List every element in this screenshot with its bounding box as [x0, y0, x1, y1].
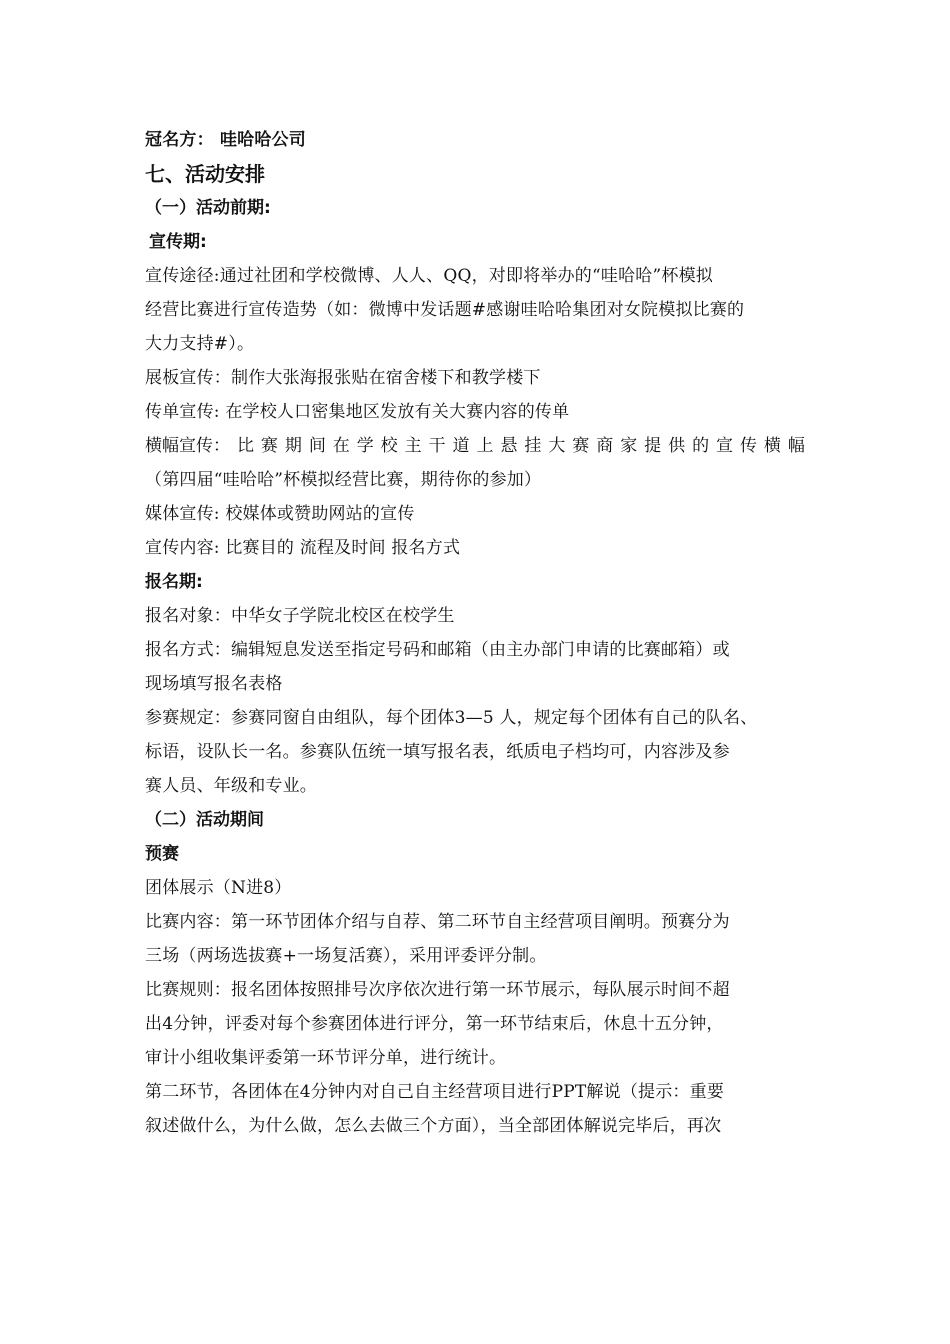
- banner-word: 悬: [500, 436, 518, 456]
- paragraph-line: （第四届“哇哈哈”杯模拟经营比赛，期待你的参加）: [145, 470, 542, 490]
- banner-word: 提: [644, 436, 662, 456]
- banner-word: 的: [692, 436, 710, 456]
- paragraph-line: 标语，设队长一名。参赛队伍统一填写报名表，纸质电子档均可，内容涉及参: [145, 742, 730, 762]
- banner-word: 赛: [260, 436, 278, 456]
- paragraph-line: 报名方式：编辑短息发送至指定号码和邮箱（由主办部门申请的比赛邮箱）或: [145, 640, 730, 660]
- banner-word: 赛: [572, 436, 590, 456]
- paragraph-line: 第二环节，各团体在4分钟内对自己自主经营项目进行PPT解说（提示：重要: [145, 1082, 725, 1102]
- sponsor-value: 哇哈哈公司: [219, 130, 306, 150]
- banner-word: 家: [620, 436, 638, 456]
- paragraph-line: 三场（两场选拔赛+一场复活赛），采用评委评分制。: [145, 946, 547, 966]
- banner-word: 期: [284, 436, 302, 456]
- banner-word: 商: [596, 436, 614, 456]
- banner-publicity-line: [145, 429, 805, 463]
- banner-word: 宣: [716, 436, 734, 456]
- section-heading: 七、活动安排: [145, 162, 265, 186]
- registration-heading: 报名期:: [145, 572, 203, 592]
- banner-word: 挂: [524, 436, 542, 456]
- paragraph-line: 媒体宣传: 校媒体或赞助网站的宣传: [145, 504, 415, 524]
- document-page: [145, 123, 810, 1143]
- publicity-lines: [145, 259, 810, 429]
- paragraph-line: 参赛规定：参赛同窗自由组队，每个团体3—5 人，规定每个团体有自己的队名、: [145, 708, 758, 728]
- paragraph-line: 现场填写报名表格: [145, 674, 283, 694]
- paragraph-line: 比赛内容：第一环节团体介绍与自荐、第二环节自主经营项目阐明。预赛分为: [145, 912, 730, 932]
- banner-word: 大: [548, 436, 566, 456]
- publicity-heading: 宣传期:: [149, 232, 207, 252]
- paragraph-line: 大力支持#）。: [145, 334, 255, 354]
- banner-word: 幅: [787, 436, 805, 456]
- sponsor-label: 冠名方：: [145, 130, 214, 150]
- banner-word: 上: [476, 436, 494, 456]
- paragraph-line: 经营比赛进行宣传造势（如：微博中发话题#感谢哇哈哈集团对女院模拟比赛的: [145, 300, 745, 320]
- subsection-heading-during: （二）活动期间: [145, 810, 264, 830]
- paragraph-line: 传单宣传: 在学校人口密集地区发放有关大赛内容的传单: [145, 402, 570, 422]
- paragraph-line: 团体展示（N进8）: [145, 878, 292, 898]
- paragraph-line: 审计小组收集评委第一环节评分单，进行统计。: [145, 1048, 507, 1068]
- paragraph-line: 比赛规则：报名团体按照排号次序依次进行第一环节展示，每队展示时间不超: [145, 980, 730, 1000]
- paragraph-line: 宣传内容: 比赛目的 流程及时间 报名方式: [145, 538, 461, 558]
- prelim-lines: [145, 871, 810, 1143]
- sponsor-line: [145, 123, 810, 157]
- paragraph-line: 叙述做什么，为什么做，怎么去做三个方面），当全部团体解说完毕后，再次: [145, 1116, 722, 1136]
- banner-word: 校: [380, 436, 398, 456]
- banner-word: 比: [236, 436, 254, 456]
- banner-word: 间: [308, 436, 326, 456]
- paragraph-line: 报名对象：中华女子学院北校区在校学生: [145, 606, 455, 626]
- publicity-lines-2: [145, 463, 810, 565]
- paragraph-line: 赛人员、年级和专业。: [145, 776, 317, 796]
- banner-word: 横: [763, 436, 781, 456]
- banner-word: 主: [404, 436, 422, 456]
- paragraph-line: 宣传途径:通过社团和学校微博、人人、QQ，对即将举办的“哇哈哈”杯模拟: [145, 266, 713, 286]
- banner-word: 供: [668, 436, 686, 456]
- banner-word: 横幅宣传：: [145, 436, 230, 456]
- banner-word: 干: [428, 436, 446, 456]
- banner-word: 在: [332, 436, 350, 456]
- paragraph-line: 出4分钟，评委对每个参赛团体进行评分，第一环节结束后，休息十五分钟，: [145, 1014, 724, 1034]
- banner-word: 传: [739, 436, 757, 456]
- prelim-heading: 预赛: [145, 844, 179, 864]
- subsection-heading-pre: （一）活动前期:: [145, 198, 271, 218]
- banner-word: 道: [452, 436, 470, 456]
- registration-lines: [145, 599, 810, 803]
- banner-word: 学: [356, 436, 374, 456]
- paragraph-line: 展板宣传：制作大张海报张贴在宿舍楼下和教学楼下: [145, 368, 541, 388]
